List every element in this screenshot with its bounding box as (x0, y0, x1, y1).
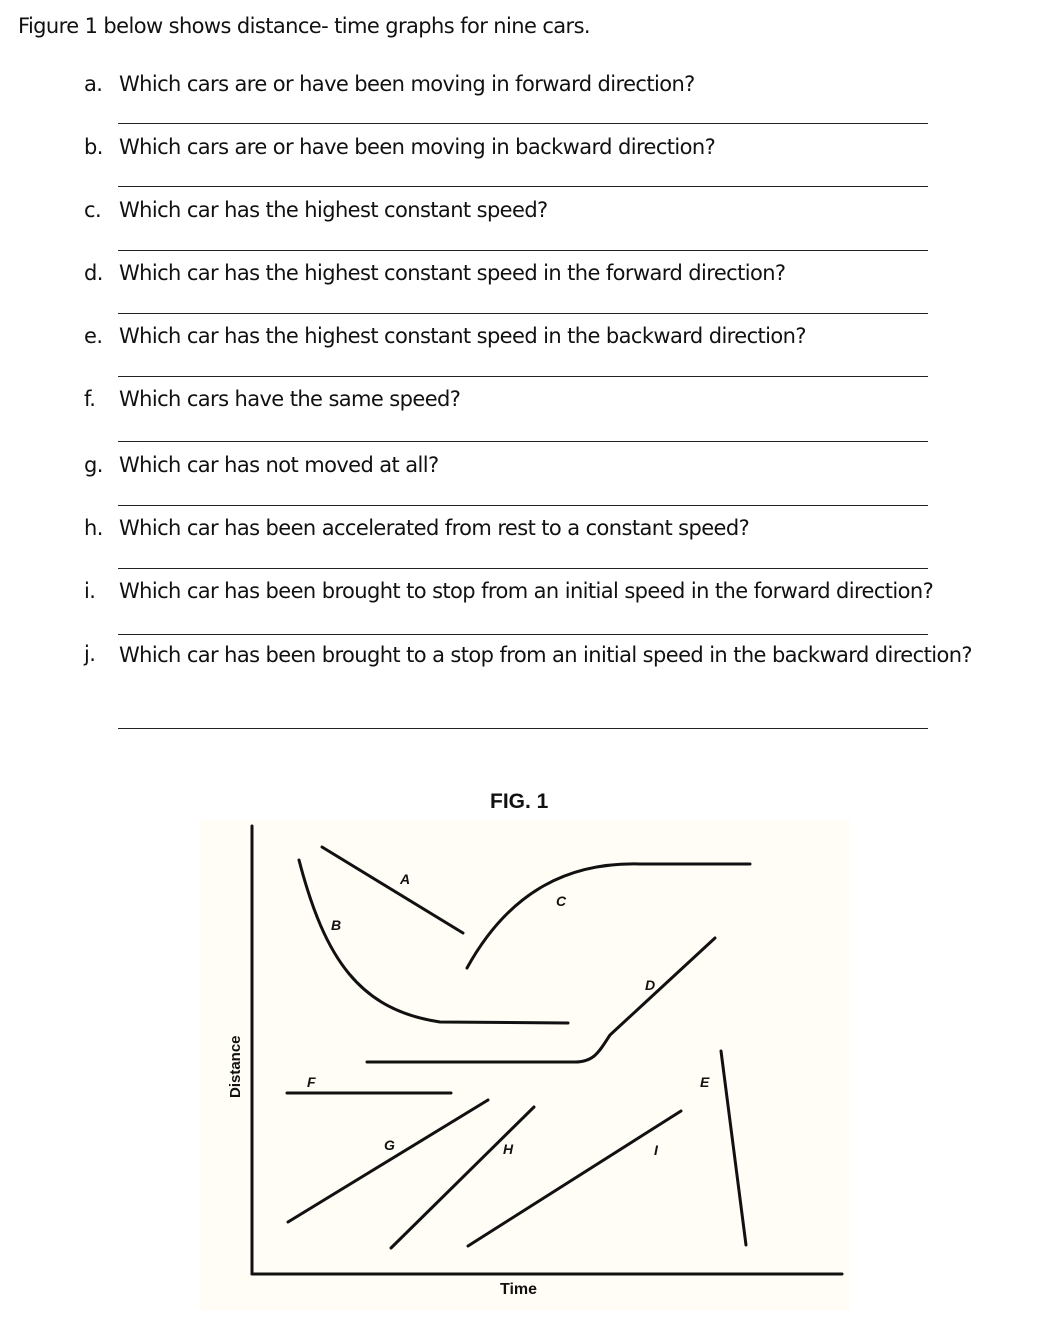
question-text: Which cars have the same speed? (119, 387, 461, 411)
question-letter: b. (84, 135, 103, 159)
question-letter: c. (84, 198, 102, 222)
question-text: Which car has been accelerated from rest to a constant speed? (119, 516, 750, 540)
answer-line-g[interactable] (118, 505, 928, 506)
label-I: I (654, 1142, 658, 1158)
line-E (721, 1051, 746, 1245)
label-C: C (556, 893, 567, 909)
question-text: Which car has the highest constant speed in the backward direction? (119, 324, 806, 348)
question-letter: e. (84, 324, 103, 348)
label-E: E (700, 1074, 710, 1090)
question-letter: h. (84, 516, 103, 540)
answer-line-j[interactable] (118, 728, 928, 729)
label-F: F (307, 1074, 316, 1090)
answer-line-i[interactable] (118, 634, 928, 635)
question-text: Which car has the highest constant speed? (119, 198, 548, 222)
question-letter: g. (84, 453, 103, 477)
question-letter: j. (84, 642, 96, 666)
answer-line-c[interactable] (118, 250, 928, 251)
question-text: Which car has not moved at all? (119, 453, 439, 477)
answer-line-e[interactable] (118, 376, 928, 377)
question-letter: d. (84, 261, 103, 285)
figure-title: FIG. 1 (490, 790, 549, 813)
curve-C (467, 864, 750, 968)
label-D: D (645, 977, 656, 993)
answer-line-a[interactable] (118, 123, 928, 124)
question-letter: f. (84, 387, 96, 411)
label-G: G (384, 1137, 395, 1153)
answer-line-d[interactable] (118, 313, 928, 314)
x-axis-label: Time (500, 1281, 538, 1298)
question-letter: i. (84, 579, 96, 603)
label-H: H (503, 1141, 514, 1157)
question-text: Which cars are or have been moving in forward direction? (119, 72, 695, 96)
question-letter: a. (84, 72, 103, 96)
y-axis-label: Distance (227, 1035, 244, 1098)
question-text: Which car has been brought to stop from an initial speed in the forward direction? (119, 579, 934, 603)
curve-B (299, 860, 568, 1023)
answer-line-f[interactable] (118, 441, 928, 442)
answer-line-h[interactable] (118, 568, 928, 569)
distance-time-chart (200, 820, 850, 1310)
question-text: Which cars are or have been moving in backward direction? (119, 135, 716, 159)
answer-line-b[interactable] (118, 186, 928, 187)
line-I (468, 1111, 681, 1246)
line-A (322, 847, 463, 933)
line-H (391, 1107, 534, 1248)
line-G (288, 1100, 488, 1222)
label-A: A (400, 871, 411, 887)
label-B: B (331, 917, 342, 933)
intro-text: Figure 1 below shows distance- time graphs for nine cars. (18, 14, 591, 38)
question-text: Which car has the highest constant speed in the forward direction? (119, 261, 786, 285)
curve-D (367, 938, 715, 1062)
question-text: Which car has been brought to a stop from an initial speed in the backward direction? (119, 643, 972, 667)
